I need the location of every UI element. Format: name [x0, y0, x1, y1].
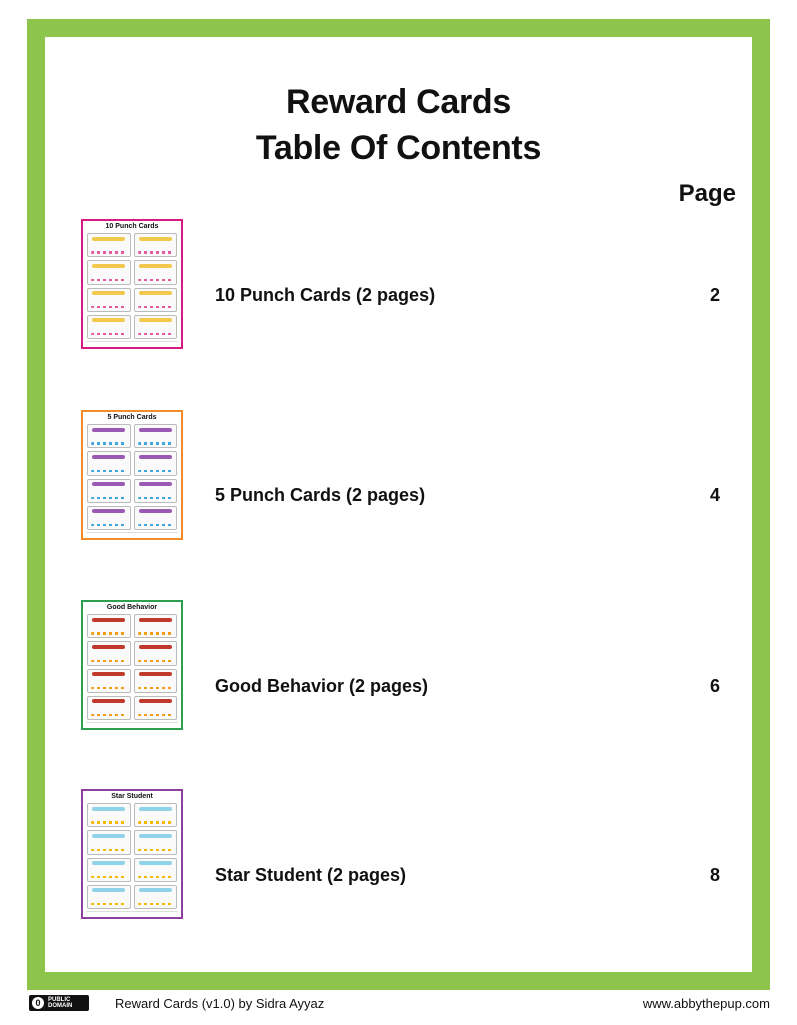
page-footer: [29, 993, 770, 1017]
badge-line2: DOMAIN: [48, 1003, 73, 1009]
website-link[interactable]: www.abbythepup.com: [642, 996, 770, 1011]
toc-entry-page: 2: [709, 285, 720, 305]
toc-entry-page: 6: [709, 676, 720, 696]
green-border-frame: [27, 19, 770, 990]
toc-entry-5-punch[interactable]: [45, 410, 752, 540]
toc-entry-star-student[interactable]: [45, 789, 752, 919]
credit-text: Reward Cards (v1.0) by Sidra Ayyaz: [115, 996, 325, 1011]
toc-entry-page: 4: [709, 485, 720, 505]
toc-entry-label: 5 Punch Cards (2 pages): [215, 485, 426, 505]
toc-entry-label: Good Behavior (2 pages): [215, 676, 429, 696]
toc-entry-good-behavior[interactable]: [45, 600, 752, 730]
toc-entry-label: Star Student (2 pages): [215, 865, 407, 885]
public-domain-badge: [29, 995, 89, 1011]
thumbnail-title: Star Student: [111, 793, 153, 800]
thumbnail-5-punch-cards: [81, 410, 183, 540]
thumbnail-star-student: [81, 789, 183, 919]
badge-line1: PUBLIC: [48, 997, 71, 1003]
thumbnail-title: 5 Punch Cards: [107, 414, 157, 421]
document-subtitle: Table Of Contents: [255, 129, 542, 167]
page-column-header: Page: [678, 180, 736, 207]
thumbnail-title: 10 Punch Cards: [105, 223, 159, 230]
toc-entry-label: 10 Punch Cards (2 pages): [215, 285, 436, 305]
public-domain-icon: 0: [32, 997, 44, 1009]
document-page: [45, 37, 752, 972]
thumbnail-10-punch-cards: [81, 219, 183, 349]
thumbnail-good-behavior: [81, 600, 183, 730]
thumbnail-title: Good Behavior: [106, 604, 158, 611]
document-title: Reward Cards: [285, 83, 512, 121]
toc-entry-10-punch[interactable]: [45, 219, 752, 349]
toc-entry-page: 8: [709, 865, 720, 885]
